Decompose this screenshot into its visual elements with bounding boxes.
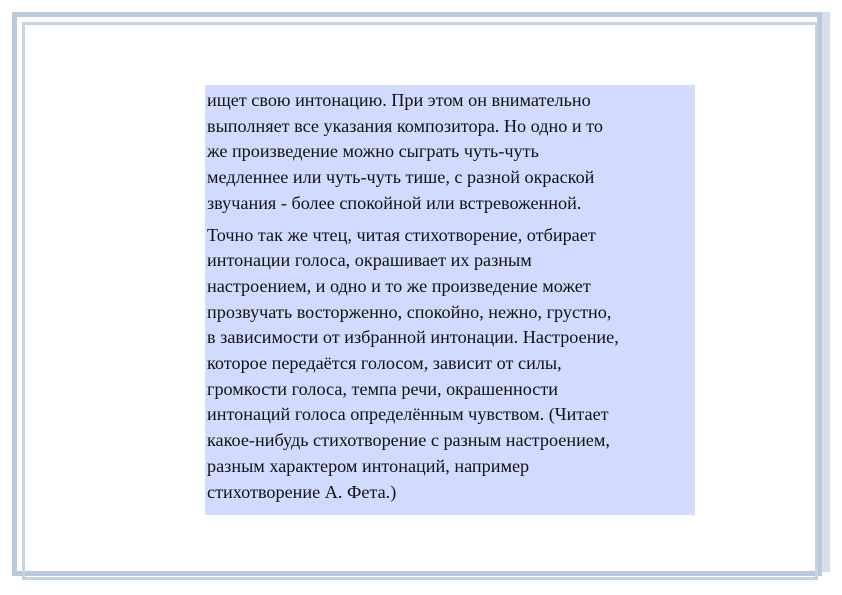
paragraph-2: Точно так же чтец, читая стихотворение, отбирает интонации голоса, окрашивает их разным настроением, и одно и то же произведение может прозвучать восторженно, спокойно, нежно, грустно, в зависимости от избранной интонации. Настроение, которое передаётся голосом, зависит от силы, громкости голоса, темпа речи, окрашенности интонаций голоса определённым чувством. (Читает какое-нибудь стихотворение с разным настроением, разным характером интонаций, например стихотворение А. Фета.) [207,224,619,502]
frame-shadow [822,12,830,572]
paragraph-1: ищет свою интонацию. При этом он внимательно выполняет все указания композитора. Но одно и то же произведение можно сыграть чуть-чуть медленнее или чуть-чуть тише, с разной окраской звучания - более спокойной или встревоженной. [207,90,603,213]
text-box [205,85,695,515]
